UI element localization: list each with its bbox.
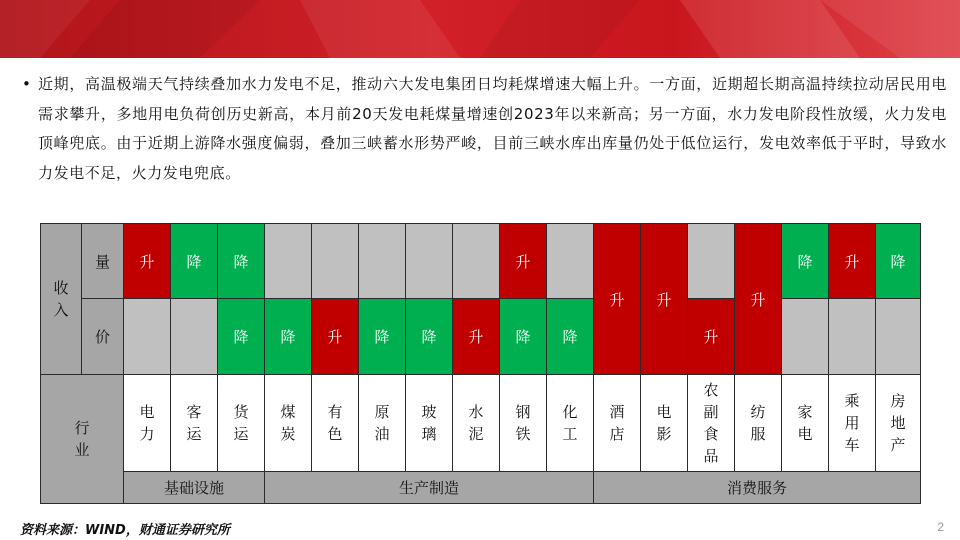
industry-cell	[688, 375, 735, 472]
industry-cell	[218, 375, 265, 472]
bullet: •	[22, 75, 32, 93]
price-cell	[782, 299, 829, 375]
price-label: 价	[82, 299, 124, 375]
volume-cell	[406, 224, 453, 299]
volume-cell	[359, 224, 406, 299]
price-cell: 升	[312, 299, 359, 375]
paragraph-text: 近期，高温极端天气持续叠加水力发电不足，推动六大发电集团日均耗煤增速大幅上升。一方面，近期超长期高温持续拉动居民用电需求攀升，多地用电负荷创历史新高，本月前20天发电耗煤量增速创2023年以来新高；另一方面，水力发电阶段性放缓，火力发电顶峰兜底。由于近期上游降水强度偏弱，叠加三峡蓄水形势严峻，目前三峡水库出库量仍处于低位运行，发电效率低于平时，导致水力发电不足，火力发电兜底。	[38, 75, 947, 182]
industry-cell	[735, 375, 782, 472]
volume-cell: 降	[782, 224, 829, 299]
industry-name: 煤炭	[280, 403, 296, 443]
industry-cell	[641, 375, 688, 472]
industry-name: 原油	[374, 403, 390, 443]
price-cell	[876, 299, 921, 375]
industry-label	[41, 375, 124, 504]
industry-cell	[547, 375, 594, 472]
industry-cell	[406, 375, 453, 472]
price-cell: 降	[547, 299, 594, 375]
volume-cell	[453, 224, 500, 299]
industry-cell	[594, 375, 641, 472]
industry-name: 纺服	[750, 403, 766, 443]
price-cell: 降	[265, 299, 312, 375]
sector-group: 基础设施	[124, 472, 265, 504]
industry-name: 有色	[327, 403, 343, 443]
price-cell	[829, 299, 876, 375]
industry-name: 客运	[186, 403, 202, 443]
price-cell: 降	[218, 299, 265, 375]
industry-name: 乘用车	[844, 392, 860, 454]
industry-cell	[453, 375, 500, 472]
industry-name: 家电	[797, 403, 813, 443]
industry-name: 钢铁	[515, 403, 531, 443]
industry-cell	[171, 375, 218, 472]
industry-cell	[265, 375, 312, 472]
summary-paragraph	[22, 70, 947, 188]
combined-cell: 升	[735, 224, 782, 375]
industry-cell	[829, 375, 876, 472]
volume-cell: 升	[829, 224, 876, 299]
industry-cell	[782, 375, 829, 472]
banner-pattern	[0, 0, 960, 58]
income-label-text: 收入	[53, 279, 69, 319]
industry-name: 酒店	[609, 403, 625, 443]
combined-cell: 升	[641, 224, 688, 375]
industry-name: 货运	[233, 403, 249, 443]
industry-cell	[359, 375, 406, 472]
volume-cell	[547, 224, 594, 299]
price-cell: 升	[453, 299, 500, 375]
industry-name: 电力	[139, 403, 155, 443]
volume-cell: 降	[876, 224, 921, 299]
industry-row	[41, 375, 921, 472]
header-banner	[0, 0, 960, 58]
price-row	[41, 299, 921, 375]
industry-name: 玻璃	[421, 403, 437, 443]
industry-name: 农副食品	[703, 381, 719, 465]
volume-cell	[312, 224, 359, 299]
industry-label-text: 行业	[74, 419, 90, 459]
volume-cell: 降	[218, 224, 265, 299]
industry-cell	[124, 375, 171, 472]
sector-group: 生产制造	[265, 472, 594, 504]
price-cell	[124, 299, 171, 375]
industry-name: 电影	[656, 403, 672, 443]
source-note: 资料来源：WIND，财通证券研究所	[20, 523, 230, 538]
price-cell: 降	[359, 299, 406, 375]
sector-group: 消费服务	[594, 472, 921, 504]
page-number: 2	[937, 520, 944, 534]
price-cell: 降	[500, 299, 547, 375]
volume-cell: 升	[500, 224, 547, 299]
income-label	[41, 224, 82, 375]
industry-cell	[876, 375, 921, 472]
industry-name: 水泥	[468, 403, 484, 443]
price-cell: 升	[688, 299, 735, 375]
industry-cell	[500, 375, 547, 472]
industry-matrix	[40, 223, 921, 504]
industry-name: 化工	[562, 403, 578, 443]
volume-row	[41, 224, 921, 299]
volume-label: 量	[82, 224, 124, 299]
volume-cell: 升	[124, 224, 171, 299]
industry-name: 房地产	[890, 392, 906, 454]
industry-cell	[312, 375, 359, 472]
price-cell: 降	[406, 299, 453, 375]
volume-cell	[265, 224, 312, 299]
price-cell	[171, 299, 218, 375]
sector-row	[41, 472, 921, 504]
volume-cell: 降	[171, 224, 218, 299]
volume-cell	[688, 224, 735, 299]
combined-cell: 升	[594, 224, 641, 375]
